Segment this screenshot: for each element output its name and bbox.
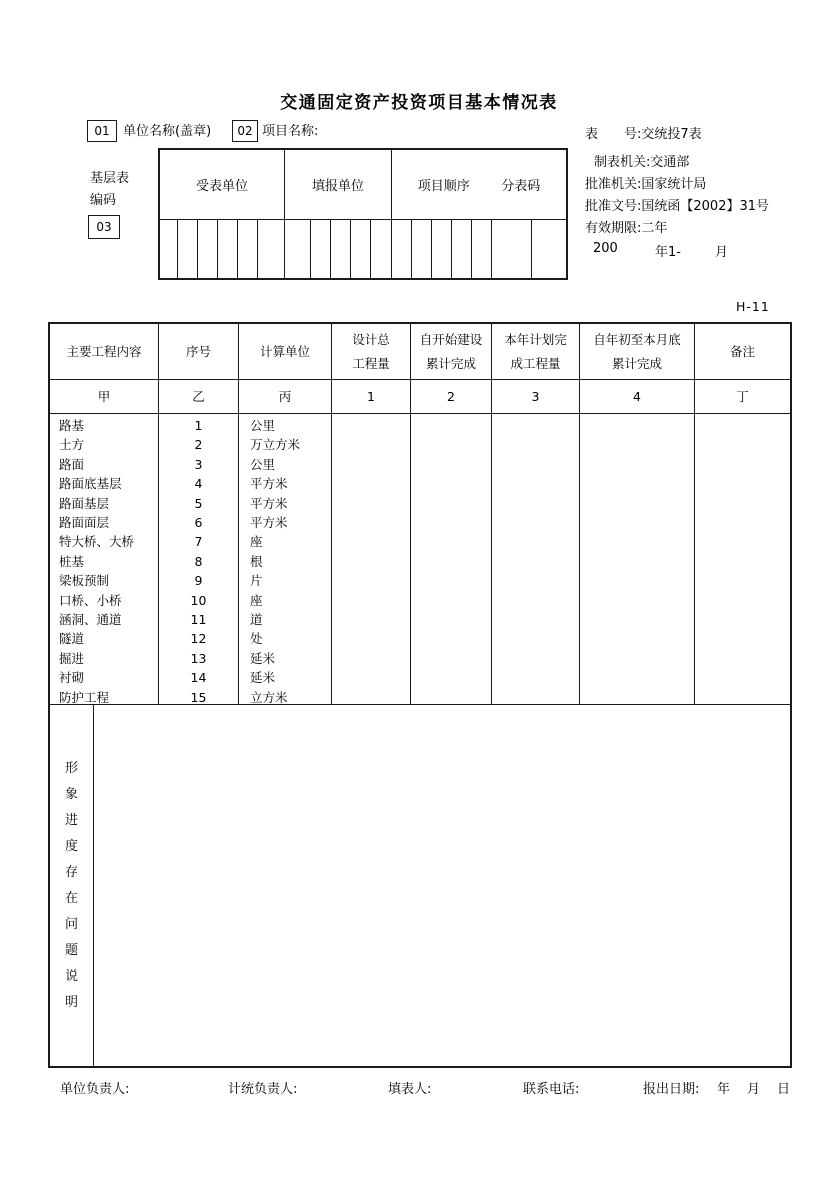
progress-note-char: 明 xyxy=(64,995,78,1010)
footer-date-unit-3: 日 xyxy=(777,1082,791,1097)
column-header-4: 设计总 工程量 xyxy=(332,324,411,379)
coding-table xyxy=(158,148,568,280)
work-item-name: 衬砌 xyxy=(59,670,85,686)
coding-cells-row xyxy=(160,220,566,278)
column-code-2: 乙 xyxy=(159,380,239,413)
work-item-no: 4 xyxy=(194,476,203,492)
table-number-value: 交统投7表 xyxy=(641,127,702,142)
work-item-no: 10 xyxy=(190,592,207,608)
meta-approver: 批准机关:国家统计局 xyxy=(585,177,707,192)
progress-note-blank-area xyxy=(94,705,790,1066)
header-receiving-unit: 受表单位 xyxy=(160,150,285,219)
work-item-unit: 根 xyxy=(250,553,263,569)
work-item-unit: 处 xyxy=(250,631,263,647)
column-code-7: 4 xyxy=(580,380,695,413)
work-item-name: 掘进 xyxy=(59,650,85,666)
progress-note-section xyxy=(50,705,790,1066)
main-table-header-row xyxy=(50,324,790,380)
work-item-unit: 座 xyxy=(250,534,263,550)
column-code-1: 甲 xyxy=(50,380,159,413)
code-cell-13 xyxy=(412,220,432,278)
work-item-name: 口桥、小桥 xyxy=(59,592,122,608)
code-cell-5 xyxy=(238,220,258,278)
code-cell-10 xyxy=(351,220,371,278)
code-cell-17 xyxy=(492,220,532,278)
work-item-name: 隧道 xyxy=(59,631,85,647)
code-cell-14 xyxy=(432,220,452,278)
header-reporting-unit: 填报单位 xyxy=(285,150,392,219)
column-header-7: 自年初至本月底 累计完成 xyxy=(580,324,695,379)
code-cell-9 xyxy=(331,220,351,278)
work-item-unit: 座 xyxy=(250,592,263,608)
work-item-name: 涵洞、通道 xyxy=(59,612,122,628)
meta-validity: 有效期限:二年 xyxy=(585,221,668,236)
project-name-label: 项目名称: xyxy=(262,124,319,139)
work-item-unit: 平方米 xyxy=(250,476,288,492)
code-cell-18 xyxy=(532,220,566,278)
code-cell-1 xyxy=(160,220,178,278)
header-project-order-subcode xyxy=(392,150,566,219)
table-number-label: 表 号: xyxy=(585,127,642,142)
code-cell-2 xyxy=(178,220,198,278)
footer-label-3: 填表人: xyxy=(388,1082,432,1097)
progress-note-char: 在 xyxy=(64,891,78,906)
work-item-name: 特大桥、大桥 xyxy=(59,534,135,550)
code-cell-8 xyxy=(311,220,331,278)
progress-note-char: 题 xyxy=(64,943,78,958)
code-cell-16 xyxy=(472,220,492,278)
column-header-6: 本年计划完 成工程量 xyxy=(492,324,580,379)
progress-note-char: 象 xyxy=(64,787,78,802)
work-item-no: 3 xyxy=(194,456,203,472)
progress-note-char: 问 xyxy=(64,917,78,932)
column-header-3: 计算单位 xyxy=(239,324,332,379)
meta-approval-doc: 批准文号:国统函【2002】31号 xyxy=(585,199,770,214)
progress-note-vertical-label xyxy=(50,705,94,1066)
footer-date-unit-2: 月 xyxy=(747,1082,761,1097)
work-item-name: 梁板预制 xyxy=(59,573,110,589)
work-item-unit: 平方米 xyxy=(250,495,288,511)
meta-issuer: 制表机关:交通部 xyxy=(594,155,690,170)
footer-date-unit-1: 年 xyxy=(717,1082,731,1097)
footer-label-1: 单位负责人: xyxy=(60,1082,130,1097)
table-number-line xyxy=(585,123,702,142)
code-cell-3 xyxy=(198,220,218,278)
code-cell-15 xyxy=(452,220,472,278)
column-code-5: 2 xyxy=(411,380,492,413)
column-code-4: 1 xyxy=(332,380,411,413)
work-item-name: 路面底基层 xyxy=(59,476,122,492)
meta-period-month: 月 xyxy=(715,245,729,260)
work-item-no: 1 xyxy=(194,418,203,433)
base-code-label-line1: 基层表 xyxy=(90,171,130,186)
unit-name-label: 单位名称(盖章) xyxy=(123,124,212,139)
progress-note-char: 说 xyxy=(64,969,78,984)
meta-period-year: 200 xyxy=(593,241,618,256)
meta-period-range: 年1- xyxy=(655,245,681,260)
main-table xyxy=(48,322,792,1068)
work-item-name: 路面 xyxy=(59,456,85,472)
work-item-no: 13 xyxy=(190,650,207,666)
page-code: H-11 xyxy=(736,299,770,314)
work-item-no: 7 xyxy=(194,534,203,550)
progress-note-char: 度 xyxy=(64,839,78,854)
code-cell-12 xyxy=(392,220,412,278)
header-subtable-code: 分表码 xyxy=(501,179,541,194)
work-item-no: 9 xyxy=(194,573,203,589)
data-column-1 xyxy=(50,414,159,704)
work-item-unit: 平方米 xyxy=(250,515,288,531)
data-column-2 xyxy=(159,414,239,704)
main-table-code-row xyxy=(50,380,790,414)
base-code-label-line2: 编码 xyxy=(90,193,117,208)
column-code-6: 3 xyxy=(492,380,580,413)
work-item-unit: 道 xyxy=(250,612,263,628)
project-code-box: 02 xyxy=(232,120,258,142)
column-code-8: 丁 xyxy=(736,388,749,404)
column-header-1: 主要工程内容 xyxy=(50,324,159,379)
code-cell-4 xyxy=(218,220,238,278)
work-item-no: 8 xyxy=(194,553,203,569)
progress-note-char: 存 xyxy=(64,865,78,880)
work-item-unit: 万立方米 xyxy=(250,437,301,453)
progress-note-char: 进 xyxy=(64,813,78,828)
footer-label-4: 联系电话: xyxy=(523,1082,580,1097)
column-header-5: 自开始建设 累计完成 xyxy=(411,324,492,379)
work-item-name: 路基 xyxy=(59,418,85,433)
column-header-8: 备注 xyxy=(729,343,755,359)
work-item-name: 路面面层 xyxy=(59,515,110,531)
work-item-name: 土方 xyxy=(59,437,85,453)
base-code-box: 03 xyxy=(88,215,120,239)
main-table-data-band xyxy=(50,414,790,705)
work-item-no: 12 xyxy=(190,631,207,647)
work-item-no: 14 xyxy=(190,670,207,686)
work-item-no: 2 xyxy=(194,437,203,453)
work-item-unit: 立方米 xyxy=(250,689,288,704)
column-code-3: 丙 xyxy=(239,380,332,413)
footer-label-2: 计统负责人: xyxy=(228,1082,298,1097)
work-item-unit: 公里 xyxy=(250,456,276,472)
data-column-5 xyxy=(411,414,492,704)
work-item-unit: 延米 xyxy=(250,650,276,666)
code-cell-7 xyxy=(285,220,311,278)
work-item-no: 6 xyxy=(194,515,203,531)
code-cell-11 xyxy=(371,220,392,278)
data-column-6 xyxy=(492,414,580,704)
data-column-8 xyxy=(695,414,790,704)
work-item-unit: 片 xyxy=(250,573,263,589)
code-cell-6 xyxy=(258,220,285,278)
work-item-name: 路面基层 xyxy=(59,495,110,511)
progress-note-char: 形 xyxy=(64,761,78,776)
work-item-no: 11 xyxy=(190,612,207,628)
data-column-7 xyxy=(580,414,695,704)
data-column-4 xyxy=(332,414,411,704)
work-item-no: 15 xyxy=(190,689,207,704)
form-title: 交通固定资产投资项目基本情况表 xyxy=(280,93,558,113)
header-project-order: 项目顺序 xyxy=(417,179,470,194)
data-column-3 xyxy=(239,414,332,704)
unit-code-box: 01 xyxy=(87,120,117,142)
work-item-no: 5 xyxy=(194,495,203,511)
work-item-unit: 公里 xyxy=(250,418,276,433)
footer-label-5: 报出日期: xyxy=(643,1082,700,1097)
work-item-name: 桩基 xyxy=(59,553,85,569)
work-item-unit: 延米 xyxy=(250,670,276,686)
work-item-name: 防护工程 xyxy=(59,689,110,704)
column-header-2: 序号 xyxy=(159,324,239,379)
coding-table-header xyxy=(160,150,566,220)
